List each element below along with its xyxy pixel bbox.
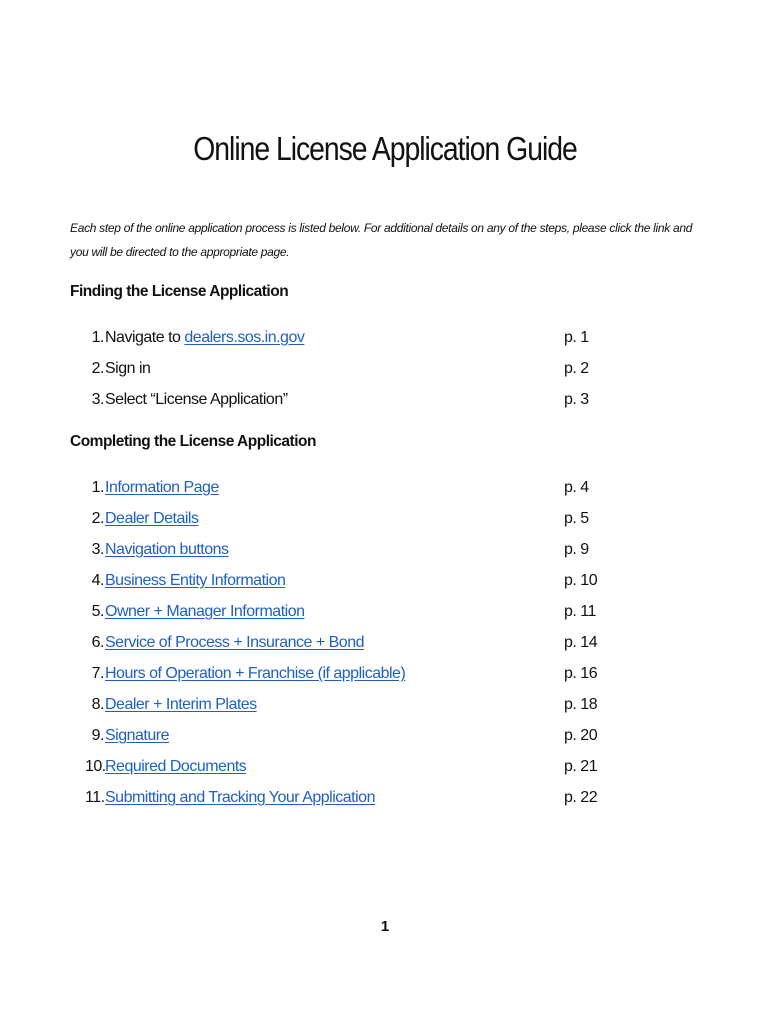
item-number: 2. — [91, 510, 104, 527]
item-number: 3. — [91, 541, 104, 558]
item-page-ref: p. 2 — [564, 360, 589, 377]
information-page-link[interactable]: Information Page — [105, 479, 219, 496]
hours-franchise-link[interactable]: Hours of Operation + Franchise (if applicable) — [105, 665, 406, 682]
list-item — [70, 359, 630, 390]
list-item — [70, 540, 630, 571]
item-number: 4. — [91, 572, 104, 589]
item-page-ref: p. 11 — [564, 603, 596, 620]
item-page-ref: p. 16 — [564, 665, 598, 682]
list-item — [70, 509, 630, 540]
item-number: 10. — [85, 758, 106, 775]
dealers-site-link[interactable]: dealers.sos.in.gov — [184, 329, 305, 346]
navigation-buttons-link[interactable]: Navigation buttons — [105, 541, 229, 558]
item-number: 11. — [85, 789, 105, 806]
item-number: 9. — [91, 727, 104, 744]
item-page-ref: p. 22 — [564, 789, 598, 806]
item-prefix: Navigate to — [105, 329, 185, 346]
item-page-ref: p. 5 — [564, 510, 589, 527]
item-page-ref: p. 3 — [564, 391, 589, 408]
item-page-ref: p. 10 — [564, 572, 598, 589]
item-page-ref: p. 4 — [564, 479, 589, 496]
list-item — [70, 602, 630, 633]
item-page-ref: p. 18 — [564, 696, 598, 713]
item-number: 1. — [91, 329, 104, 346]
item-page-ref: p. 1 — [564, 329, 589, 346]
page-number: 1 — [380, 918, 390, 935]
list-item — [70, 726, 630, 757]
section-heading-completing: Completing the License Application — [70, 433, 316, 450]
item-number: 8. — [91, 696, 104, 713]
list-item — [70, 633, 630, 664]
section-heading-finding: Finding the License Application — [70, 283, 289, 300]
item-number: 6. — [91, 634, 104, 651]
list-item — [70, 788, 630, 819]
list-item — [70, 571, 630, 602]
owner-manager-link[interactable]: Owner + Manager Information — [105, 603, 305, 620]
list-item — [70, 695, 630, 726]
item-number: 7. — [91, 665, 104, 682]
list-item — [70, 757, 630, 788]
item-number: 3. — [91, 391, 104, 408]
submitting-tracking-link[interactable]: Submitting and Tracking Your Application — [105, 789, 375, 806]
item-text: Select “License Application” — [105, 391, 288, 408]
page-title: Online License Application Guide — [193, 130, 577, 167]
signature-link[interactable]: Signature — [105, 727, 169, 744]
business-entity-link[interactable]: Business Entity Information — [105, 572, 286, 589]
item-page-ref: p. 20 — [564, 727, 598, 744]
dealer-details-link[interactable]: Dealer Details — [105, 510, 199, 527]
dealer-interim-plates-link[interactable]: Dealer + Interim Plates — [105, 696, 257, 713]
item-text — [105, 328, 304, 348]
list-item — [70, 390, 630, 421]
item-number: 2. — [91, 360, 104, 377]
item-number: 1. — [91, 479, 104, 496]
required-documents-link[interactable]: Required Documents — [105, 758, 247, 775]
item-page-ref: p. 14 — [564, 634, 598, 651]
service-insurance-bond-link[interactable]: Service of Process + Insurance + Bond — [105, 634, 364, 651]
list-item — [70, 328, 630, 359]
completing-list — [70, 478, 630, 819]
item-page-ref: p. 9 — [564, 541, 589, 558]
finding-list — [70, 328, 630, 421]
item-text: Sign in — [105, 360, 151, 377]
intro-paragraph: Each step of the online application process is listed below. For additional details on any of the steps, please click the link and you will be directed to the appropriate page. — [70, 221, 693, 259]
item-page-ref: p. 21 — [564, 758, 598, 775]
list-item — [70, 664, 630, 695]
item-number: 5. — [91, 603, 104, 620]
list-item — [70, 478, 630, 509]
